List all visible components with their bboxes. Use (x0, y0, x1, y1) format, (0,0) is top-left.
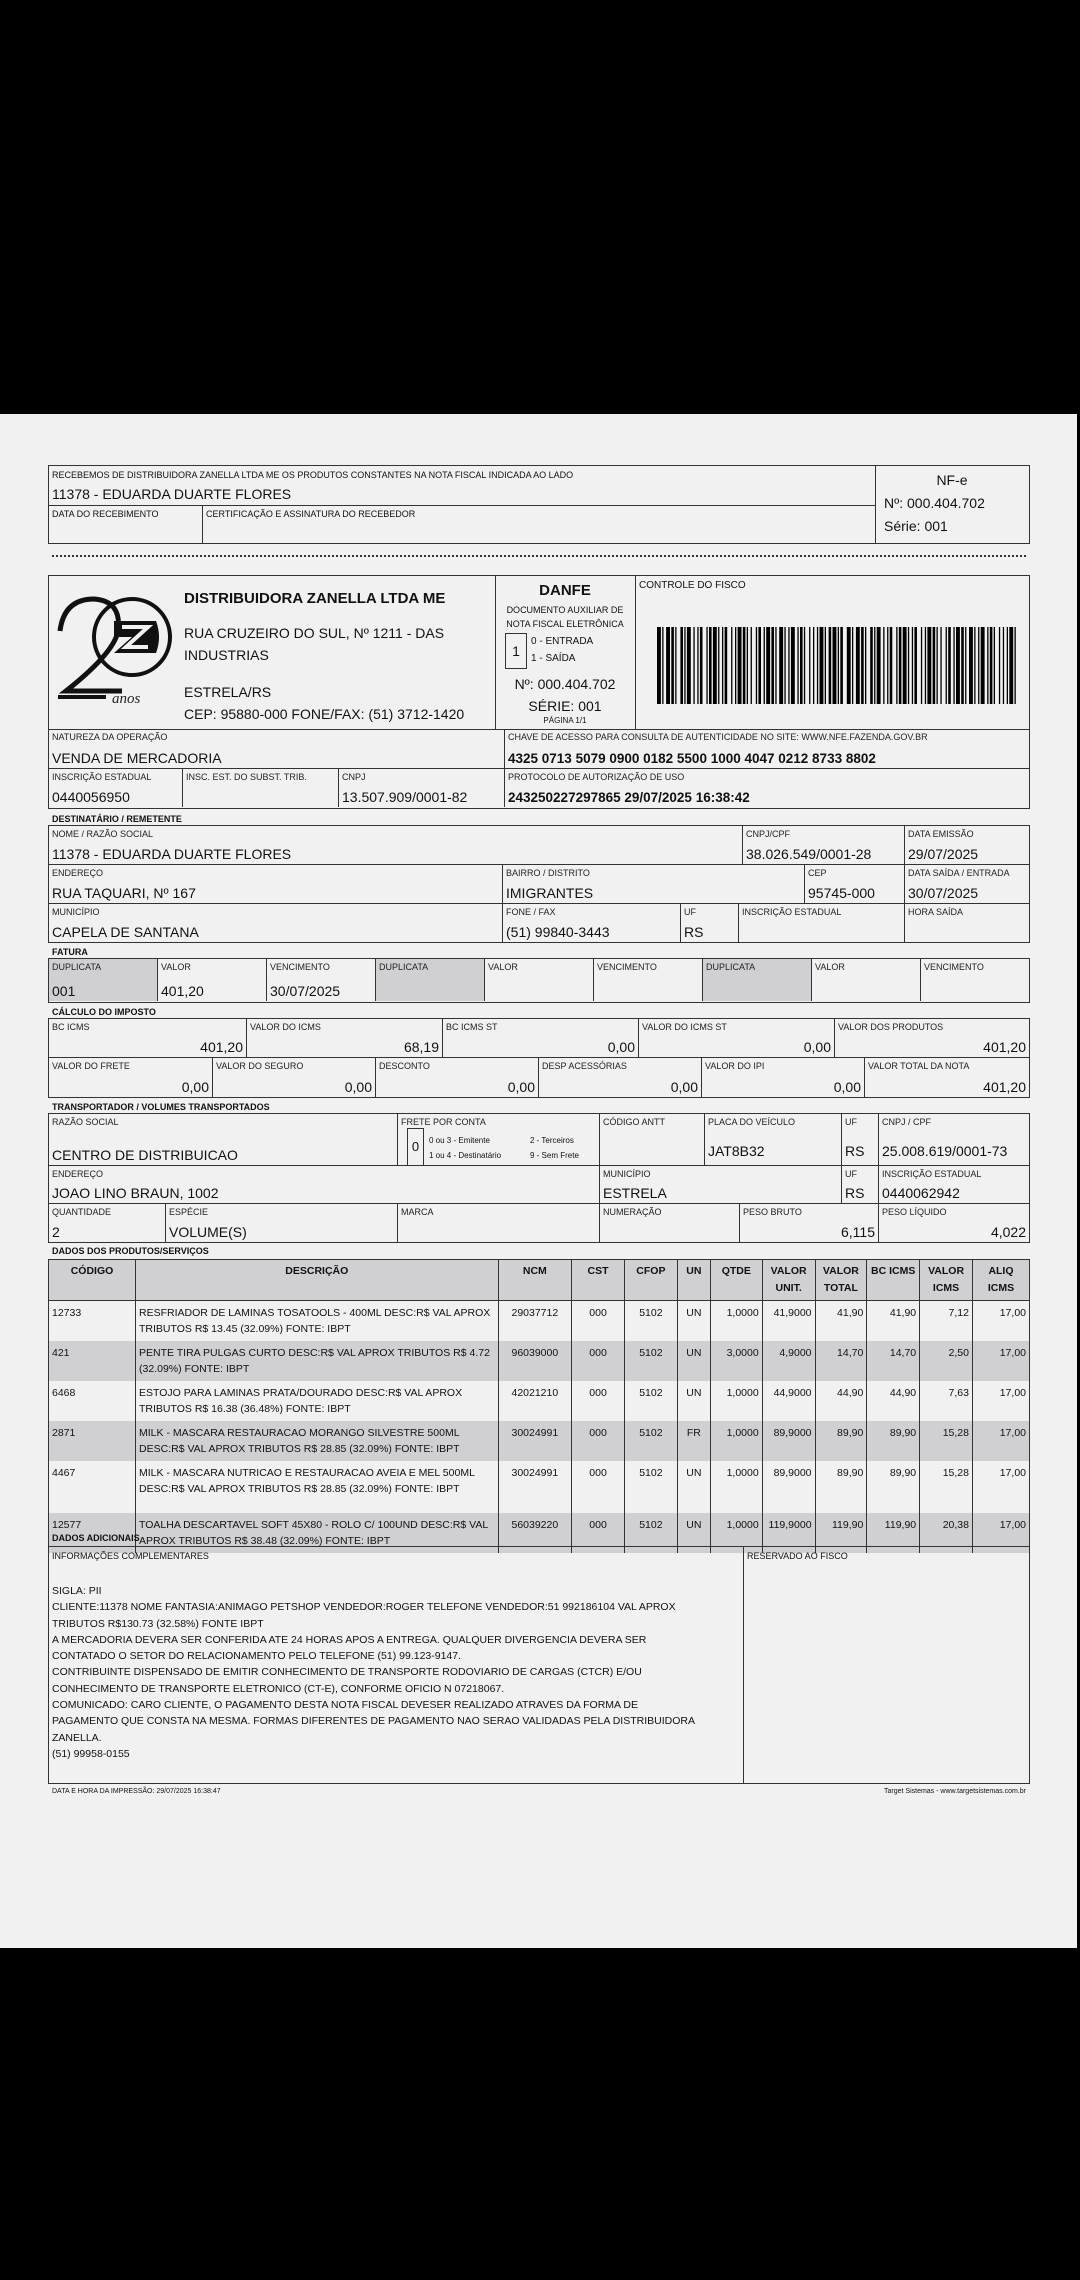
danfe-type-entry: 0 - ENTRADA (531, 636, 594, 647)
brand-label: MARCA (401, 1207, 434, 1217)
danfe-number: Nº: 000.404.702 (514, 676, 616, 692)
dup-label-3: DUPLICATA (706, 962, 756, 972)
issuer-address1: RUA CRUZEIRO DO SUL, Nº 1211 - DAS (184, 625, 445, 641)
print-timestamp: DATA E HORA DA IMPRESSÃO: 29/07/2025 16:38:47 (52, 1788, 221, 1795)
freight-label: FRETE POR CONTA (401, 1117, 486, 1127)
table-cell: 44,90 (815, 1381, 867, 1421)
complementary-info-label: INFORMAÇÕES COMPLEMENTARES (52, 1551, 209, 1561)
uf-label: UF (684, 907, 696, 917)
discount-label: DESCONTO (379, 1061, 430, 1071)
table-cell: 5102 (624, 1341, 677, 1381)
bc-icms-label: BC ICMS (52, 1022, 90, 1032)
ipi-value: 0,00 (833, 1079, 861, 1095)
table-cell: MILK - MASCARA NUTRICAO E RESTAURACAO AVEIA E MEL 500ML DESC:R$ VAL APROX TRIBUTOS R$ 28.85 (32.09%) FONTE: IBPT (136, 1461, 499, 1513)
freight-mode: 0 (407, 1128, 424, 1166)
table-cell: 5102 (624, 1461, 677, 1513)
reserved-fisco-label: RESERVADO AO FISCO (747, 1551, 848, 1561)
info-line: CONTATADO O SETOR DO RELACIONAMENTO PELO TELEFONE (51) 99.123-9147. (52, 1650, 462, 1663)
column-header: UN (677, 1260, 710, 1301)
complementary-info (52, 1583, 695, 1762)
table-cell: 17,00 (972, 1301, 1029, 1342)
table-cell: 000 (572, 1461, 625, 1513)
table-cell: 17,00 (972, 1513, 1029, 1553)
plate: JAT8B32 (708, 1143, 765, 1159)
table-row (49, 1421, 1030, 1461)
icms-value: 68,19 (403, 1039, 439, 1055)
recipient-address-label: ENDEREÇO (52, 868, 104, 878)
table-cell: 5102 (624, 1381, 677, 1421)
carrier-uf2: RS (845, 1185, 865, 1201)
accessory-expenses-label: DESP ACESSÓRIAS (542, 1061, 627, 1071)
column-header: CÓDIGO (49, 1260, 136, 1301)
carrier-ie: 0440062942 (882, 1185, 960, 1201)
table-row (49, 1301, 1030, 1342)
carrier-ie-label: INSCRIÇÃO ESTADUAL (882, 1169, 982, 1179)
value-1: 401,20 (161, 983, 204, 999)
exit-date: 30/07/2025 (908, 885, 979, 901)
products-header-row (49, 1260, 1030, 1301)
table-cell: 14,70 (867, 1341, 920, 1381)
column-header: VALOR TOTAL (815, 1260, 867, 1301)
dup-label-1: DUPLICATA (52, 962, 102, 972)
table-cell: MILK - MASCARA RESTAURACAO MORANGO SILVESTRE 500ML DESC:R$ VAL APROX TRIBUTOS R$ 28.85 (32.09%) FONTE: IBPT (136, 1421, 499, 1461)
net-weight-label: PESO LÍQUIDO (882, 1207, 947, 1217)
table-cell: 000 (572, 1301, 625, 1342)
access-key: 4325 0713 5079 0900 0182 5500 1000 4047 0212 8733 8802 (508, 751, 876, 766)
ie-label: INSCRIÇÃO ESTADUAL (52, 772, 152, 782)
info-line: CONHECIMENTO DE TRANSPORTE ELETRONICO (CT-E), CONFORME OFICIO N 07218067. (52, 1682, 505, 1695)
cep: 95745-000 (808, 885, 875, 901)
invoice-block (48, 958, 1030, 1003)
info-line: (51) 99958-0155 (52, 1747, 130, 1760)
tax-block (48, 1018, 1030, 1098)
table-cell: 15,28 (920, 1421, 973, 1461)
table-cell: 89,90 (815, 1461, 867, 1513)
table-cell: PENTE TIRA PULGAS CURTO DESC:R$ VAL APROX TRIBUTOS R$ 4.72 (32.09%) FONTE: IBPT (136, 1341, 499, 1381)
district: IMIGRANTES (506, 885, 594, 901)
info-line: CLIENTE:11378 NOME FANTASIA:ANIMAGO PETSHOP VENDEDOR:ROGER TELEFONE VENDEDOR:51 992186104 VAL APROX (52, 1601, 676, 1614)
gross-weight: 6,115 (841, 1224, 875, 1240)
danfe-page: PÁGINA 1/1 (543, 716, 587, 725)
freight-value: 0,00 (181, 1079, 209, 1095)
danfe-subtitle2: NOTA FISCAL ELETRÔNICA (506, 619, 624, 629)
info-line: COMUNICADO: CARO CLIENTE, O PAGAMENTO DESTA NOTA FISCAL DEVESER REALIZADO ATRAVES DA FORMA DE (52, 1699, 638, 1712)
products-value-label: VALOR DOS PRODUTOS (838, 1022, 944, 1032)
products-section-title: DADOS DOS PRODUTOS/SERVIÇOS (52, 1246, 209, 1256)
column-header: CST (572, 1260, 625, 1301)
table-cell: 56039220 (498, 1513, 572, 1553)
recipient-address: RUA TAQUARI, Nº 167 (52, 885, 196, 901)
total-value: 401,20 (983, 1079, 1026, 1095)
table-cell: UN (677, 1381, 710, 1421)
issuer-city: ESTRELA/RS (184, 684, 272, 700)
species-label: ESPÉCIE (169, 1207, 209, 1217)
freight-option-recipient: 1 ou 4 - Destinatário (429, 1151, 502, 1160)
recipient-city-label: MUNICÍPIO (52, 907, 100, 917)
uf: RS (684, 924, 704, 940)
danfe-header (48, 575, 1030, 730)
table-cell: 30024991 (498, 1461, 572, 1513)
table-cell: 41,90 (867, 1301, 920, 1342)
table-cell: 7,63 (920, 1381, 973, 1421)
freight-option-third: 2 - Terceiros (530, 1136, 574, 1145)
cep-label: CEP (808, 868, 827, 878)
table-cell: FR (677, 1421, 710, 1461)
table-cell: 89,9000 (762, 1421, 815, 1461)
exit-time-label: HORA SAÍDA (908, 907, 964, 917)
due-label-1: VENCIMENTO (270, 962, 330, 972)
table-cell: 20,38 (920, 1513, 973, 1553)
column-header: VALOR UNIT. (762, 1260, 815, 1301)
danfe-type-exit: 1 - SAÍDA (531, 653, 576, 664)
issue-date-label: DATA EMISSÃO (908, 829, 974, 839)
table-cell: 89,90 (867, 1421, 920, 1461)
access-key-label: CHAVE DE ACESSO PARA CONSULTA DE AUTENTICIDADE NO SITE: WWW.NFE.FAZENDA.GOV.BR (508, 732, 928, 742)
table-cell: 44,9000 (762, 1381, 815, 1421)
receipt-stub (48, 465, 1030, 544)
discount: 0,00 (507, 1079, 535, 1095)
table-cell: UN (677, 1461, 710, 1513)
recipient-section-title: DESTINATÁRIO / REMETENTE (52, 814, 182, 824)
products-table (48, 1259, 1030, 1553)
freight-option-none: 9 - Sem Frete (530, 1151, 579, 1160)
table-cell: 5102 (624, 1301, 677, 1342)
info-line: CONTRIBUINTE DISPENSADO DE EMITIR CONHECIMENTO DE TRANSPORTE RODOVIARIO DE CARGAS (CTCR) E/OU (52, 1666, 642, 1679)
operation-block (48, 729, 1030, 809)
table-cell: 44,90 (867, 1381, 920, 1421)
table-cell: 3,0000 (710, 1341, 762, 1381)
dup-1: 001 (52, 983, 76, 999)
carrier-address-label: ENDEREÇO (52, 1169, 104, 1179)
value-label-2: VALOR (488, 962, 518, 972)
table-cell: 6468 (49, 1381, 136, 1421)
table-cell: 000 (572, 1381, 625, 1421)
issue-date: 29/07/2025 (908, 846, 979, 862)
company-logo (52, 591, 174, 711)
table-row (49, 1461, 1030, 1513)
district-label: BAIRRO / DISTRITO (506, 868, 590, 878)
cnpj-label: CNPJ (342, 772, 366, 782)
table-cell: 15,28 (920, 1461, 973, 1513)
carrier-uf: RS (845, 1143, 865, 1159)
column-header: ALIQ ICMS (972, 1260, 1029, 1301)
ie-st-label: INSC. EST. DO SUBST. TRIB. (186, 772, 307, 782)
table-cell: TOALHA DESCARTAVEL SOFT 45X80 - ROLO C/ 100UND DESC:R$ VAL APROX TRIBUTOS R$ 38.48 (32.09%) FONTE: IBPT (136, 1513, 499, 1553)
recipient-block (48, 825, 1030, 943)
recipient-city: CAPELA DE SANTANA (52, 924, 199, 940)
receipt-date-label: DATA DO RECEBIMENTO (52, 509, 159, 519)
carrier-cnpj-label: CNPJ / CPF (882, 1117, 932, 1127)
due-label-2: VENCIMENTO (597, 962, 657, 972)
volume-qty-label: QUANTIDADE (52, 1207, 112, 1217)
bc-icms-st-label: BC ICMS ST (446, 1022, 498, 1032)
danfe-title: DANFE (539, 582, 591, 599)
table-cell: RESFRIADOR DE LAMINAS TOSATOOLS - 400ML DESC:R$ VAL APROX TRIBUTOS R$ 13.45 (32.09%) FONTE: IBPT (136, 1301, 499, 1342)
table-row (49, 1341, 1030, 1381)
species: VOLUME(S) (169, 1224, 247, 1240)
invoice-section-title: FATURA (52, 947, 88, 957)
table-cell: 17,00 (972, 1461, 1029, 1513)
vendor-credit: Target Sistemas - www.targetsistemas.com.br (884, 1788, 1026, 1795)
icms-value-label: VALOR DO ICMS (250, 1022, 321, 1032)
freight-option-emitter: 0 ou 3 - Emitente (429, 1136, 490, 1145)
tax-section-title: CÁLCULO DO IMPOSTO (52, 1007, 156, 1017)
value-label-1: VALOR (161, 962, 191, 972)
receipt-signature-label: CERTIFICAÇÃO E ASSINATURA DO RECEBEDOR (206, 509, 416, 519)
table-cell: 96039000 (498, 1341, 572, 1381)
exit-date-label: DATA SAÍDA / ENTRADA (908, 868, 1010, 878)
freight-value-label: VALOR DO FRETE (52, 1061, 130, 1071)
table-cell: 119,90 (867, 1513, 920, 1553)
receipt-number: Nº: 000.404.702 (884, 495, 985, 511)
table-cell: 41,9000 (762, 1301, 815, 1342)
info-line: TRIBUTOS R$130.73 (32.58%) FONTE IBPT (52, 1617, 264, 1630)
dup-label-2: DUPLICATA (379, 962, 429, 972)
cnpj-value: 13.507.909/0001-82 (342, 789, 468, 805)
insurance-value-label: VALOR DO SEGURO (216, 1061, 304, 1071)
protocol-label: PROTOCOLO DE AUTORIZAÇÃO DE USO (508, 772, 685, 782)
phone-label: FONE / FAX (506, 907, 556, 917)
logo-icon (52, 591, 174, 711)
danfe-subtitle1: DOCUMENTO AUXILIAR DE (506, 605, 624, 615)
table-cell: 4,9000 (762, 1341, 815, 1381)
cut-line (52, 555, 1026, 557)
barcode-icon (657, 627, 1017, 704)
recipient-name-label: NOME / RAZÃO SOCIAL (52, 829, 154, 839)
table-cell: 1,0000 (710, 1421, 762, 1461)
barcode (657, 627, 1017, 704)
plate-label: PLACA DO VEÍCULO (708, 1117, 796, 1127)
ie-value: 0440056950 (52, 789, 130, 805)
nature-value: VENDA DE MERCADORIA (52, 750, 222, 766)
column-header: QTDE (710, 1260, 762, 1301)
recipient-ie-label: INSCRIÇÃO ESTADUAL (742, 907, 842, 917)
nature-label: NATUREZA DA OPERAÇÃO (52, 732, 168, 742)
carrier-name-label: RAZÃO SOCIAL (52, 1117, 119, 1127)
table-cell: 17,00 (972, 1381, 1029, 1421)
recipient-cnpj-label: CNPJ/CPF (746, 829, 791, 839)
total-value-label: VALOR TOTAL DA NOTA (868, 1061, 970, 1071)
danfe-type-box: 1 (505, 633, 527, 669)
table-cell: 30024991 (498, 1421, 572, 1461)
table-cell: 89,90 (815, 1421, 867, 1461)
table-cell: 5102 (624, 1513, 677, 1553)
receipt-series: Série: 001 (884, 518, 948, 534)
table-cell: 12577 (49, 1513, 136, 1553)
table-cell: 1,0000 (710, 1301, 762, 1342)
numbering-label: NUMERAÇÃO (603, 1207, 662, 1217)
table-cell: 14,70 (815, 1341, 867, 1381)
table-cell: 17,00 (972, 1421, 1029, 1461)
gross-weight-label: PESO BRUTO (743, 1207, 802, 1217)
info-line: A MERCADORIA DEVERA SER CONFERIDA ATE 24 HORAS APOS A ENTREGA. QUALQUER DIVERGENCIA DEVERA SER (52, 1633, 647, 1646)
table-cell: 42021210 (498, 1381, 572, 1421)
table-cell: 5102 (624, 1421, 677, 1461)
additional-section-title: DADOS ADICIONAIS (52, 1533, 140, 1543)
carrier-name: CENTRO DE DISTRIBUICAO (52, 1147, 238, 1163)
table-cell: UN (677, 1513, 710, 1553)
info-line: SIGLA: PII (52, 1585, 102, 1597)
table-cell: 1,0000 (710, 1381, 762, 1421)
table-cell: 17,00 (972, 1341, 1029, 1381)
table-cell: 000 (572, 1421, 625, 1461)
table-cell: UN (677, 1301, 710, 1342)
carrier-cnpj: 25.008.619/0001-73 (882, 1143, 1008, 1159)
table-cell: 1,0000 (710, 1461, 762, 1513)
table-cell: 29037712 (498, 1301, 572, 1342)
table-cell: 119,9000 (762, 1513, 815, 1553)
table-cell: 12733 (49, 1301, 136, 1342)
recipient-cnpj: 38.026.549/0001-28 (746, 846, 872, 862)
icms-st-value-label: VALOR DO ICMS ST (642, 1022, 727, 1032)
products-value: 401,20 (983, 1039, 1026, 1055)
receipt-recipient: 11378 - EDUARDA DUARTE FLORES (52, 486, 292, 502)
table-row (49, 1381, 1030, 1421)
receipt-statement: RECEBEMOS DE DISTRIBUIDORA ZANELLA LTDA ME OS PRODUTOS CONSTANTES NA NOTA FISCAL INDICADA AO LADO (52, 470, 574, 480)
danfe-series: SÉRIE: 001 (528, 698, 602, 714)
column-header: CFOP (624, 1260, 677, 1301)
transport-section-title: TRANSPORTADOR / VOLUMES TRANSPORTADOS (52, 1102, 270, 1112)
phone: (51) 99840-3443 (506, 924, 610, 940)
ipi-value-label: VALOR DO IPI (705, 1061, 765, 1071)
carrier-city: ESTRELA (603, 1185, 667, 1201)
table-cell: 89,9000 (762, 1461, 815, 1513)
table-cell: UN (677, 1341, 710, 1381)
column-header: BC ICMS (867, 1260, 920, 1301)
issuer-name: DISTRIBUIDORA ZANELLA LTDA ME (184, 590, 446, 607)
table-cell: 1,0000 (710, 1513, 762, 1553)
svg-text:anos: anos (112, 691, 141, 707)
transport-block (48, 1113, 1030, 1243)
table-cell: 89,90 (867, 1461, 920, 1513)
info-line: PAGAMENTO QUE CONSTA NA MESMA. FORMAS DIFERENTES DE PAGAMENTO NAO SERAO VALIDADAS PELA DISTRIBUIDORA (52, 1715, 695, 1728)
fisco-control-label: CONTROLE DO FISCO (639, 580, 746, 591)
table-cell: 4467 (49, 1461, 136, 1513)
recipient-name: 11378 - EDUARDA DUARTE FLORES (52, 846, 292, 862)
value-label-3: VALOR (815, 962, 845, 972)
issuer-cep-phone: CEP: 95880-000 FONE/FAX: (51) 3712-1420 (184, 706, 465, 722)
net-weight: 4,022 (990, 1224, 1026, 1240)
column-header: DESCRIÇÃO (136, 1260, 499, 1301)
carrier-uf2-label: UF (845, 1169, 857, 1179)
carrier-address: JOAO LINO BRAUN, 1002 (52, 1185, 219, 1201)
protocol-value: 243250227297865 29/07/2025 16:38:42 (508, 790, 750, 805)
volume-qty: 2 (52, 1224, 60, 1240)
carrier-city-label: MUNICÍPIO (603, 1169, 651, 1179)
table-cell: 000 (572, 1513, 625, 1553)
accessory-expenses: 0,00 (670, 1079, 698, 1095)
table-cell: 2,50 (920, 1341, 973, 1381)
column-header: VALOR ICMS (920, 1260, 973, 1301)
additional-block (48, 1546, 1030, 1784)
receipt-nfe: NF-e (936, 472, 968, 488)
carrier-uf-label: UF (845, 1117, 857, 1127)
info-line: ZANELLA. (52, 1731, 102, 1744)
table-cell: 7,12 (920, 1301, 973, 1342)
icms-st-value: 0,00 (803, 1039, 831, 1055)
insurance-value: 0,00 (344, 1079, 372, 1095)
table-cell: 41,90 (815, 1301, 867, 1342)
table-cell: 119,90 (815, 1513, 867, 1553)
due-label-3: VENCIMENTO (924, 962, 984, 972)
due-1: 30/07/2025 (270, 983, 341, 999)
issuer-address2: INDUSTRIAS (184, 647, 269, 663)
table-cell: 421 (49, 1341, 136, 1381)
column-header: NCM (498, 1260, 572, 1301)
table-cell: 000 (572, 1341, 625, 1381)
bc-icms: 401,20 (200, 1039, 243, 1055)
antt-label: CÓDIGO ANTT (603, 1117, 666, 1127)
table-cell: ESTOJO PARA LAMINAS PRATA/DOURADO DESC:R$ VAL APROX TRIBUTOS R$ 16.38 (36.48%) FONTE: IBPT (136, 1381, 499, 1421)
table-cell: 2871 (49, 1421, 136, 1461)
bc-icms-st: 0,00 (607, 1039, 635, 1055)
